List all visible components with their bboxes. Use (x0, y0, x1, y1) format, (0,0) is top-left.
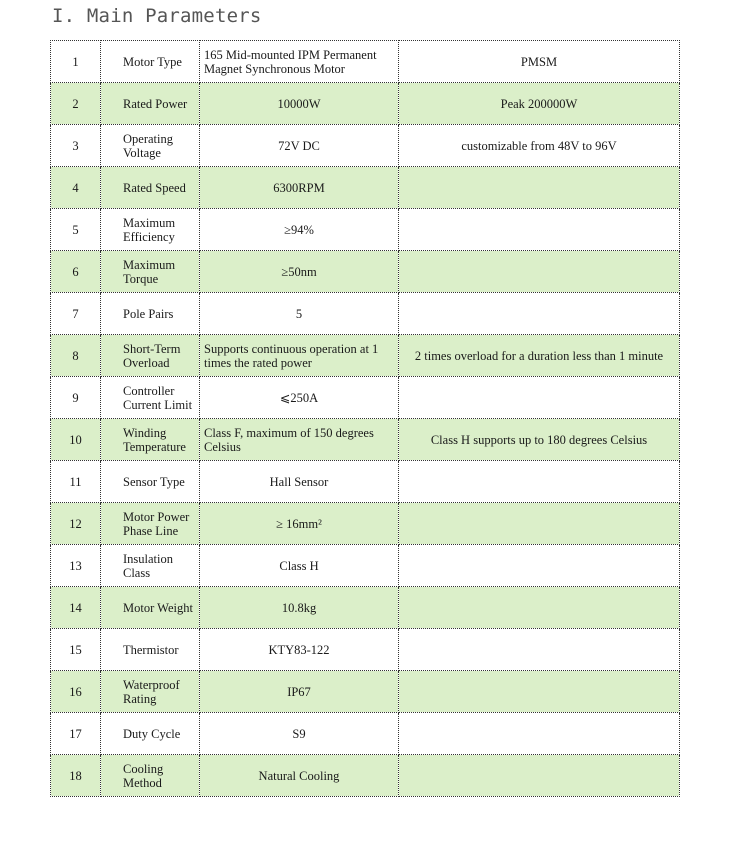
table-row (51, 419, 680, 461)
table-row (51, 587, 680, 629)
parameter-name-text: Operating Voltage (123, 131, 173, 160)
parameter-name-text: Motor Weight (123, 600, 193, 615)
parameter-name (101, 251, 200, 293)
parameter-name (101, 545, 200, 587)
row-number: 8 (51, 335, 101, 377)
parameter-value: KTY83-122 (200, 629, 399, 671)
parameter-name (101, 461, 200, 503)
parameter-note (399, 503, 680, 545)
table-row (51, 629, 680, 671)
row-number: 15 (51, 629, 101, 671)
parameter-name (101, 335, 200, 377)
parameter-name (101, 209, 200, 251)
parameter-note (399, 377, 680, 419)
parameter-name (101, 587, 200, 629)
row-number: 2 (51, 83, 101, 125)
table-row (51, 209, 680, 251)
table-row (51, 125, 680, 167)
parameter-name-text: Motor Power Phase Line (123, 509, 190, 538)
row-number: 4 (51, 167, 101, 209)
parameter-note (399, 713, 680, 755)
parameter-name (101, 629, 200, 671)
parameter-value: IP67 (200, 671, 399, 713)
parameter-value: ⩽250A (200, 377, 399, 419)
parameter-name (101, 377, 200, 419)
parameter-value: 72V DC (200, 125, 399, 167)
table-row (51, 293, 680, 335)
parameter-note (399, 545, 680, 587)
parameter-note (399, 167, 680, 209)
parameter-value: S9 (200, 713, 399, 755)
row-number: 6 (51, 251, 101, 293)
table-row (51, 503, 680, 545)
parameter-value: Class F, maximum of 150 degrees Celsius (200, 419, 399, 461)
parameter-name-text: Cooling Method (123, 761, 164, 790)
parameter-value: ≥ 16mm² (200, 503, 399, 545)
row-number: 10 (51, 419, 101, 461)
parameter-name (101, 167, 200, 209)
parameter-name (101, 83, 200, 125)
parameter-name (101, 713, 200, 755)
table-row (51, 377, 680, 419)
row-number: 14 (51, 587, 101, 629)
row-number: 1 (51, 41, 101, 83)
parameter-value: Hall Sensor (200, 461, 399, 503)
row-number: 9 (51, 377, 101, 419)
table-row (51, 461, 680, 503)
parameter-value: Supports continuous operation at 1 times the rated power (200, 335, 399, 377)
parameter-note (399, 755, 680, 797)
row-number: 17 (51, 713, 101, 755)
parameter-name (101, 503, 200, 545)
row-number: 5 (51, 209, 101, 251)
table-row (51, 755, 680, 797)
table-row (51, 713, 680, 755)
parameters-table-body (51, 41, 680, 797)
row-number: 12 (51, 503, 101, 545)
parameter-name-text: Insulation Class (123, 551, 173, 580)
parameter-name-text: Winding Temperature (123, 425, 186, 454)
parameter-name (101, 293, 200, 335)
parameter-note (399, 251, 680, 293)
table-row (51, 671, 680, 713)
parameter-name-text: Rated Speed (123, 180, 186, 195)
parameter-name (101, 125, 200, 167)
table-row (51, 545, 680, 587)
row-number: 16 (51, 671, 101, 713)
parameter-value: Class H (200, 545, 399, 587)
table-row (51, 41, 680, 83)
parameter-name (101, 755, 200, 797)
page-title: I. Main Parameters (52, 5, 262, 27)
parameter-name (101, 419, 200, 461)
parameter-name (101, 41, 200, 83)
parameter-value: 165 Mid-mounted IPM Permanent Magnet Synchronous Motor (200, 41, 399, 83)
parameter-name-text: Motor Type (123, 54, 182, 69)
parameter-value: 10.8kg (200, 587, 399, 629)
table-row (51, 83, 680, 125)
row-number: 11 (51, 461, 101, 503)
parameter-name-text: Waterproof Rating (123, 677, 180, 706)
row-number: 13 (51, 545, 101, 587)
parameter-name-text: Maximum Torque (123, 257, 176, 286)
parameter-name-text: Sensor Type (123, 474, 185, 489)
parameters-table (50, 40, 680, 797)
parameter-value: ≥94% (200, 209, 399, 251)
parameter-name-text: Short-Term Overload (123, 341, 181, 370)
parameter-name-text: Maximum Efficiency (123, 215, 176, 244)
parameter-note (399, 671, 680, 713)
parameter-note (399, 209, 680, 251)
parameter-note (399, 587, 680, 629)
parameter-note: 2 times overload for a duration less than 1 minute (399, 335, 680, 377)
parameter-name-text: Thermistor (123, 642, 179, 657)
row-number: 3 (51, 125, 101, 167)
parameter-note: PMSM (399, 41, 680, 83)
parameter-name (101, 671, 200, 713)
table-row (51, 167, 680, 209)
parameter-note (399, 293, 680, 335)
parameter-value: ≥50nm (200, 251, 399, 293)
parameter-value: 5 (200, 293, 399, 335)
parameter-value: 10000W (200, 83, 399, 125)
row-number: 18 (51, 755, 101, 797)
table-row (51, 251, 680, 293)
parameter-note: Peak 200000W (399, 83, 680, 125)
parameter-note: Class H supports up to 180 degrees Celsius (399, 419, 680, 461)
parameter-value: Natural Cooling (200, 755, 399, 797)
parameter-value: 6300RPM (200, 167, 399, 209)
parameter-name-text: Pole Pairs (123, 306, 174, 321)
table-row (51, 335, 680, 377)
parameter-name-text: Duty Cycle (123, 726, 181, 741)
parameter-name-text: Controller Current Limit (123, 383, 193, 412)
row-number: 7 (51, 293, 101, 335)
parameter-note (399, 461, 680, 503)
parameter-name-text: Rated Power (123, 96, 188, 111)
parameter-note (399, 629, 680, 671)
parameter-note: customizable from 48V to 96V (399, 125, 680, 167)
